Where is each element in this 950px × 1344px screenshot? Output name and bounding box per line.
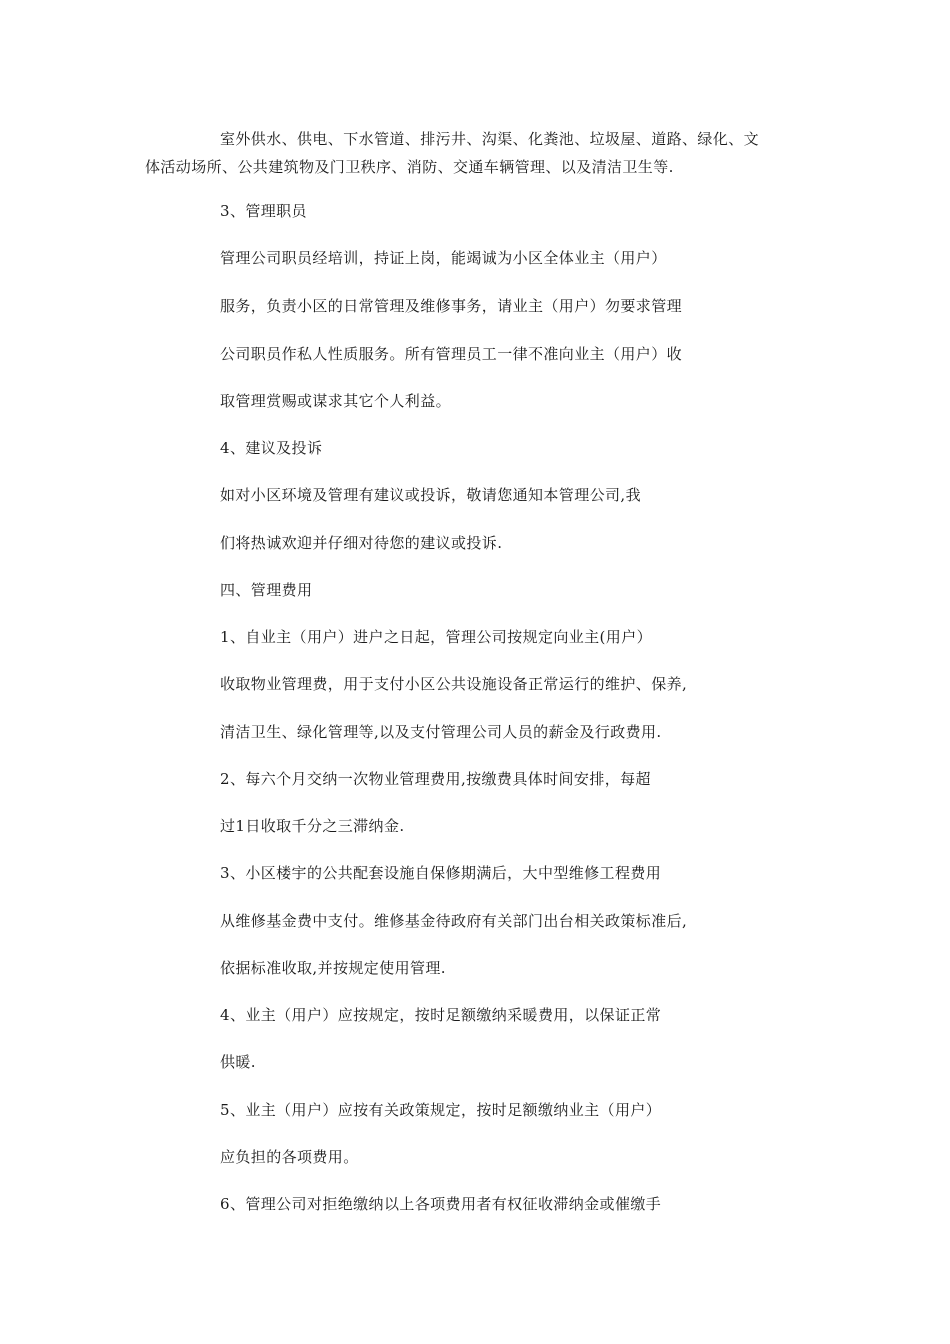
text-line: 6、管理公司对拒绝缴纳以上各项费用者有权征收滞纳金或催缴手 <box>220 1195 662 1213</box>
text-line: 应负担的各项费用。 <box>220 1148 359 1166</box>
text-line: 2、每六个月交纳一次物业管理费用,按缴费具体时间安排，每超 <box>220 770 651 788</box>
text-line: 1、自业主（用户）进户之日起，管理公司按规定向业主(用户） <box>220 628 652 646</box>
text-line: 供暖. <box>220 1053 256 1071</box>
text-line: 服务，负责小区的日常管理及维修事务，请业主（用户）勿要求管理 <box>220 297 683 315</box>
text-line: 体活动场所、公共建筑物及门卫秩序、消防、交通车辆管理、以及清洁卫生等. <box>145 158 674 176</box>
text-line: 过1日收取千分之三滞纳金. <box>220 817 405 835</box>
text-line: 依据标准收取,并按规定使用管理. <box>220 959 446 977</box>
text-line: 3、小区楼宇的公共配套设施自保修期满后，大中型维修工程费用 <box>220 864 662 882</box>
text-line: 5、业主（用户）应按有关政策规定，按时足额缴纳业主（用户） <box>220 1101 662 1119</box>
text-line: 清洁卫生、绿化管理等,以及支付管理公司人员的薪金及行政费用. <box>220 723 662 741</box>
text-line: 如对小区环境及管理有建议或投诉，敬请您通知本管理公司,我 <box>220 486 641 504</box>
text-line: 管理公司职员经培训，持证上岗，能竭诚为小区全体业主（用户） <box>220 249 667 267</box>
text-line: 4、业主（用户）应按规定，按时足额缴纳采暖费用，以保证正常 <box>220 1006 662 1024</box>
text-line: 从维修基金费中支付。维修基金待政府有关部门出台相关政策标准后, <box>220 912 688 930</box>
text-line: 们将热诚欢迎并仔细对待您的建议或投诉. <box>220 534 503 552</box>
section-heading: 4、建议及投诉 <box>220 439 323 457</box>
section-heading: 3、管理职员 <box>220 202 307 220</box>
text-line: 收取物业管理费，用于支付小区公共设施设备正常运行的维护、保养, <box>220 675 688 693</box>
text-line: 公司职员作私人性质服务。所有管理员工一律不准向业主（用户）收 <box>220 345 683 363</box>
text-line: 取管理赏赐或谋求其它个人利益。 <box>220 392 452 410</box>
text-line: 室外供水、供电、下水管道、排污井、沟渠、化粪池、垃圾屋、道路、绿化、文 <box>220 130 760 148</box>
section-heading: 四、管理费用 <box>220 581 313 599</box>
